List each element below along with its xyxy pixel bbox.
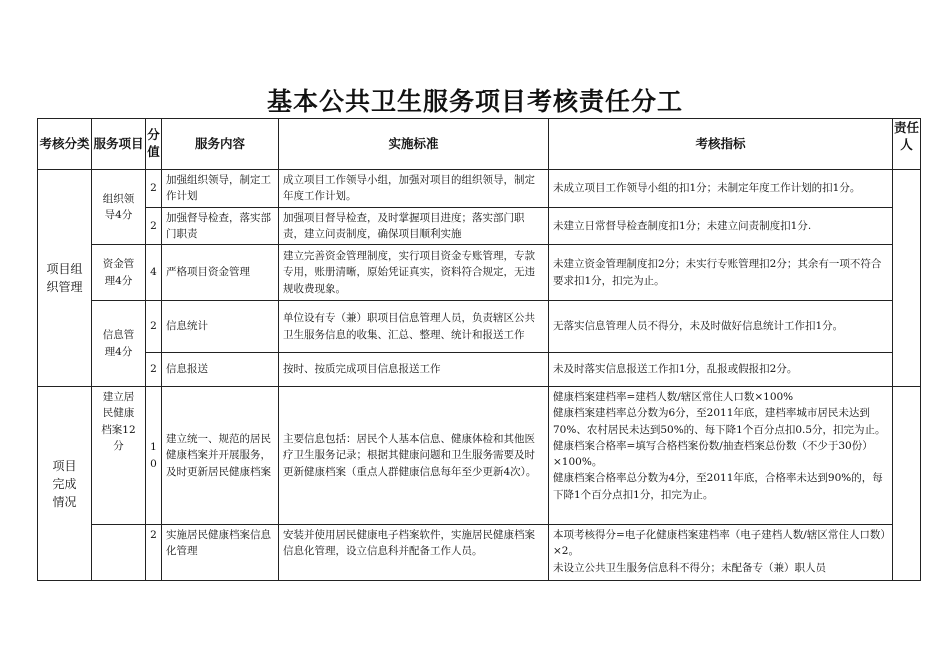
header-indicator: 考核指标 bbox=[549, 119, 893, 170]
score-cell: 2 bbox=[146, 301, 162, 353]
indicator-line: 未设立公共卫生服务信息科不得分；未配备专（兼）职人员 bbox=[553, 561, 826, 574]
score-cell: 2 bbox=[146, 525, 162, 581]
indicator-line: 无落实信息管理人员不得分，未及时做好信息统计工作扣1分。 bbox=[553, 320, 844, 333]
document-title: 基本公共卫生服务项目考核责任分工 bbox=[266, 87, 683, 116]
indicator-line: 健康档案合格率总分数为4分，至2011年底，合格率未达到90%的，每下降1个百分点扣1分，扣完为止。 bbox=[553, 472, 883, 501]
service-item-cell: 信息管理4分 bbox=[92, 301, 146, 387]
score-cell: 2 bbox=[146, 353, 162, 387]
standard-cell: 安装并使用居民健康电子档案软件，实施居民健康档案信息化管理，设立信息科并配备工作人员。 bbox=[279, 525, 549, 581]
table-row bbox=[38, 170, 921, 208]
standard-cell: 按时、按质完成项目信息报送工作 bbox=[279, 353, 549, 387]
indicator-cell bbox=[549, 525, 893, 581]
header-content: 服务内容 bbox=[162, 119, 279, 170]
service-item-cell: 建立居民健康档案12分 bbox=[92, 387, 146, 525]
indicator-line: 未及时落实信息报送工作扣1分，乱报或假报扣2分。 bbox=[553, 363, 798, 376]
content-cell: 信息报送 bbox=[162, 353, 279, 387]
category-cell: 项目组织管理 bbox=[38, 170, 92, 387]
category-cell: 项目完成情况 bbox=[38, 387, 92, 581]
indicator-line: 健康档案建档率=建档人数/辖区常住人口数×100% bbox=[553, 391, 794, 404]
table-row bbox=[38, 387, 921, 525]
standard-cell: 单位设有专（兼）职项目信息管理人员，负责辖区公共卫生服务信息的收集、汇总、整理、统计和报送工作 bbox=[279, 301, 549, 353]
table-row bbox=[38, 525, 921, 581]
indicator-cell bbox=[549, 245, 893, 301]
service-item-cell: 资金管理4分 bbox=[92, 245, 146, 301]
content-cell: 建立统一、规范的居民健康档案并开展服务，及时更新居民健康档案 bbox=[162, 387, 279, 525]
table-header-row bbox=[38, 119, 921, 170]
indicator-line: 未建立资金管理制度扣2分；未实行专账管理扣2分；其余有一项不符合要求扣1分，扣完为止。 bbox=[553, 258, 882, 287]
score-cell: 10 bbox=[146, 387, 162, 525]
indicator-line: 健康档案合格率=填写合格档案份数/抽查档案总份数（不少于30份）×100%。 bbox=[553, 439, 873, 469]
indicator-line: 未建立日常督导检查制度扣1分；未建立问责制度扣1分. bbox=[553, 219, 812, 232]
table-row bbox=[38, 301, 921, 353]
content-cell: 加强组织领导，制定工作计划 bbox=[162, 170, 279, 208]
header-standard: 实施标准 bbox=[279, 119, 549, 170]
header-score: 分值 bbox=[146, 119, 162, 170]
table-row bbox=[38, 245, 921, 301]
content-cell: 信息统计 bbox=[162, 301, 279, 353]
responsibility-table bbox=[37, 118, 921, 581]
score-cell: 2 bbox=[146, 207, 162, 245]
content-cell: 加强督导检查，落实部门职责 bbox=[162, 207, 279, 245]
standard-cell: 加强项目督导检查，及时掌握项目进度；落实部门职责，建立问责制度，确保项目顺利实施 bbox=[279, 207, 549, 245]
service-item-cell: 组织领导4分 bbox=[92, 170, 146, 245]
indicator-cell bbox=[549, 207, 893, 245]
indicator-line: 未成立项目工作领导小组的扣1分；未制定年度工作计划的扣1分。 bbox=[553, 182, 861, 195]
content-cell: 严格项目资金管理 bbox=[162, 245, 279, 301]
responsible-cell bbox=[893, 170, 921, 387]
header-category: 考核分类 bbox=[38, 119, 92, 170]
indicator-cell bbox=[549, 170, 893, 208]
indicator-cell bbox=[549, 301, 893, 353]
score-cell: 4 bbox=[146, 245, 162, 301]
indicator-cell bbox=[549, 387, 893, 525]
header-responsible: 责任人 bbox=[893, 119, 921, 170]
table-row bbox=[38, 353, 921, 387]
indicator-cell bbox=[549, 353, 893, 387]
standard-cell: 建立完善资金管理制度，实行项目资金专账管理，专款专用，账册清晰，原始凭证真实，资料符合规定，无违规收费现象。 bbox=[279, 245, 549, 301]
header-service-item: 服务项目 bbox=[92, 119, 146, 170]
score-cell: 2 bbox=[146, 170, 162, 208]
indicator-line: 本项考核得分=电子化健康档案建档率（电子建档人数/辖区常住人口数）×2。 bbox=[553, 529, 886, 558]
table-row bbox=[38, 207, 921, 245]
standard-cell: 成立项目工作领导小组，加强对项目的组织领导，制定年度工作计划。 bbox=[279, 170, 549, 208]
content-cell: 实施居民健康档案信息化管理 bbox=[162, 525, 279, 581]
responsible-cell bbox=[893, 387, 921, 581]
service-item-cell bbox=[92, 525, 146, 581]
indicator-line: 健康档案建档率总分数为6分，至2011年底，建档率城市居民未达到70%、农村居民未达到50%的、每下降1个百分点扣0.5分，扣完为止。 bbox=[553, 407, 886, 436]
standard-cell: 主要信息包括：居民个人基本信息、健康体检和其他医疗卫生服务记录；根据其健康问题和卫生服务需要及时更新健康档案（重点人群健康信息每年至少更新4次）。 bbox=[279, 387, 549, 525]
